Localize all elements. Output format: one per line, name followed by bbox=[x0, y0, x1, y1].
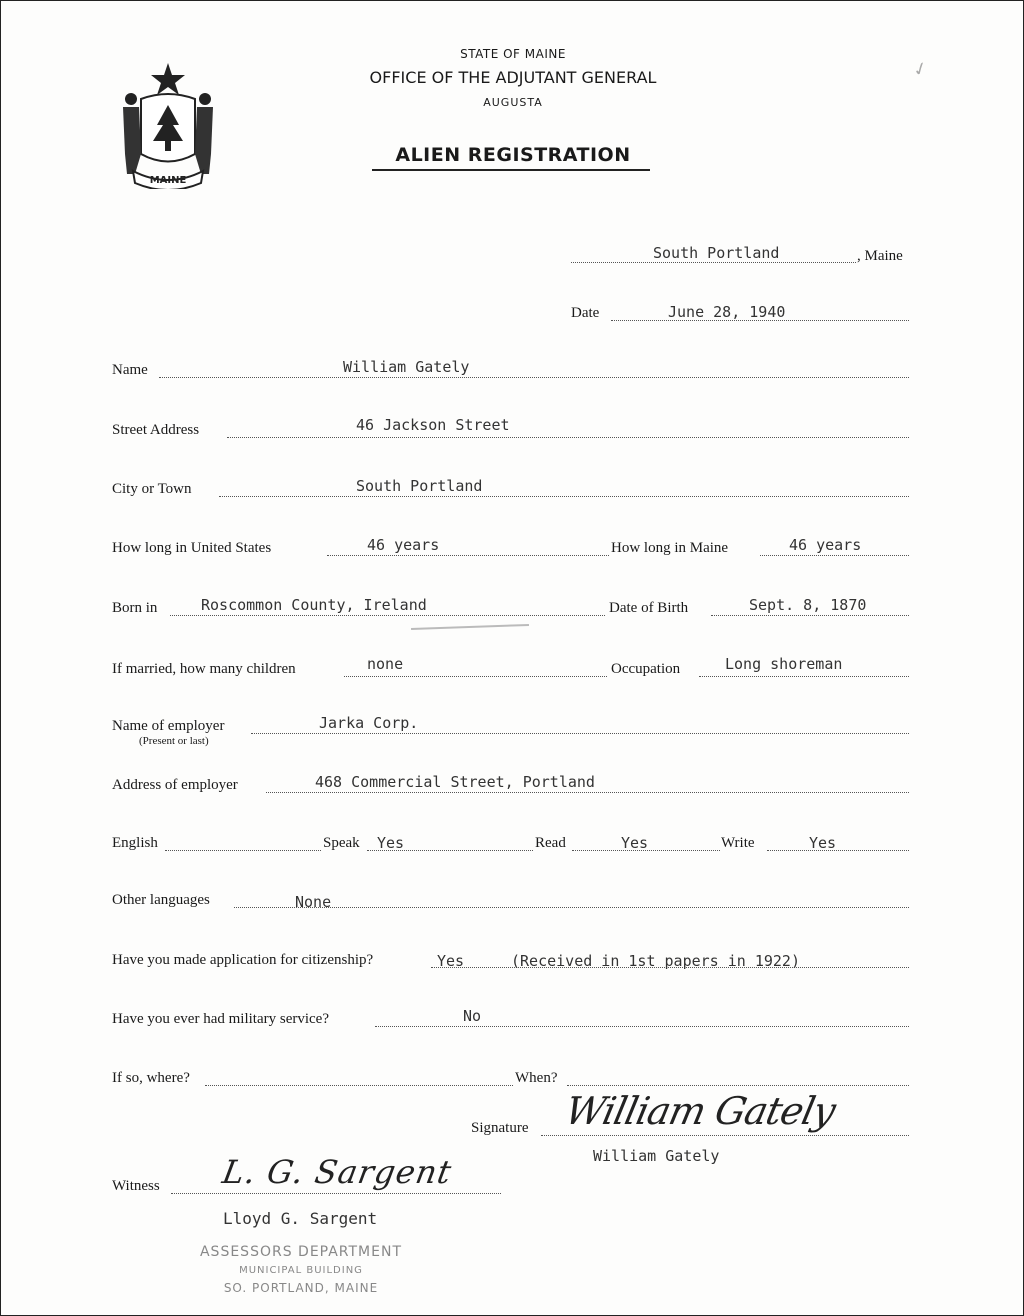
how-long-us-line bbox=[327, 555, 609, 556]
maine-state-seal-icon bbox=[113, 59, 223, 189]
date-value: June 28, 1940 bbox=[668, 303, 786, 321]
write-label: Write bbox=[721, 835, 755, 851]
children-value: none bbox=[367, 655, 404, 673]
born-in-value: Roscommon County, Ireland bbox=[201, 596, 427, 614]
title-underline bbox=[372, 169, 650, 171]
witness-label: Witness bbox=[112, 1178, 160, 1194]
born-in-label: Born in bbox=[112, 600, 158, 616]
document-title: ALIEN REGISTRATION bbox=[395, 144, 631, 166]
office-heading: OFFICE OF THE ADJUTANT GENERAL bbox=[369, 68, 657, 87]
employer-address-line bbox=[266, 792, 909, 793]
signature-label: Signature bbox=[471, 1120, 529, 1136]
citizenship-note: (Received in 1st papers in 1922) bbox=[511, 952, 800, 970]
signature-line bbox=[541, 1135, 909, 1136]
citizenship-label: Have you made application for citizenship? bbox=[112, 952, 374, 968]
military-value: No bbox=[463, 1007, 482, 1025]
place-line bbox=[571, 262, 856, 263]
seal-banner-text: MAINE bbox=[149, 175, 187, 186]
name-label: Name bbox=[112, 362, 148, 378]
name-line bbox=[159, 377, 909, 378]
speak-label: Speak bbox=[323, 835, 360, 851]
when-label: When? bbox=[515, 1070, 558, 1086]
other-languages-value: None bbox=[295, 893, 332, 911]
english-label: English bbox=[112, 835, 158, 851]
place-suffix: , Maine bbox=[857, 248, 903, 264]
employer-address-value: 468 Commercial Street, Portland bbox=[315, 773, 595, 791]
english-line bbox=[165, 850, 321, 851]
date-of-birth-label: Date of Birth bbox=[609, 600, 689, 616]
name-value: William Gately bbox=[343, 358, 470, 376]
employer-label: Name of employer bbox=[112, 718, 225, 734]
how-long-maine-line bbox=[760, 555, 909, 556]
military-label: Have you ever had military service? bbox=[112, 1011, 329, 1027]
how-long-maine-label: How long in Maine bbox=[611, 540, 729, 556]
children-line bbox=[344, 676, 607, 677]
where-line bbox=[205, 1085, 513, 1086]
read-value: Yes bbox=[621, 834, 649, 852]
how-long-maine-value: 46 years bbox=[789, 536, 862, 554]
employer-line bbox=[251, 733, 909, 734]
city-label: City or Town bbox=[112, 481, 192, 497]
employer-address-label: Address of employer bbox=[112, 777, 238, 793]
where-label: If so, where? bbox=[112, 1070, 190, 1086]
other-languages-label: Other languages bbox=[112, 892, 210, 908]
street-address-line bbox=[227, 437, 909, 438]
other-languages-line bbox=[234, 907, 909, 908]
city-value: South Portland bbox=[356, 477, 483, 495]
signature-typed: William Gately bbox=[593, 1147, 720, 1165]
city-heading: AUGUSTA bbox=[483, 96, 543, 109]
children-label: If married, how many children bbox=[112, 661, 296, 677]
date-of-birth-line bbox=[711, 615, 909, 616]
write-value: Yes bbox=[809, 834, 837, 852]
read-label: Read bbox=[535, 835, 566, 851]
employer-sublabel: (Present or last) bbox=[139, 735, 209, 747]
stamp-line-2: MUNICIPAL BUILDING bbox=[239, 1265, 363, 1276]
place-value: South Portland bbox=[653, 244, 780, 262]
speak-value: Yes bbox=[377, 834, 405, 852]
witness-handwritten: L. G. Sargent bbox=[219, 1153, 455, 1191]
how-long-us-value: 46 years bbox=[367, 536, 440, 554]
born-in-line bbox=[170, 615, 605, 616]
occupation-value: Long shoreman bbox=[725, 655, 843, 673]
how-long-us-label: How long in United States bbox=[112, 540, 272, 556]
witness-typed: Lloyd G. Sargent bbox=[223, 1209, 378, 1228]
employer-value: Jarka Corp. bbox=[319, 714, 419, 732]
military-line bbox=[375, 1026, 909, 1027]
witness-line bbox=[171, 1193, 501, 1194]
signature-handwritten: William Gately bbox=[561, 1089, 839, 1133]
occupation-label: Occupation bbox=[611, 661, 681, 677]
check-mark-icon: ✓ bbox=[909, 57, 931, 82]
street-address-value: 46 Jackson Street bbox=[356, 416, 510, 434]
street-address-label: Street Address bbox=[112, 422, 200, 438]
citizenship-value: Yes bbox=[437, 952, 465, 970]
write-line bbox=[767, 850, 909, 851]
date-label: Date bbox=[571, 305, 600, 321]
stamp-line-1: ASSESSORS DEPARTMENT bbox=[199, 1244, 402, 1260]
occupation-line bbox=[699, 676, 909, 677]
when-line bbox=[567, 1085, 909, 1086]
state-heading: STATE OF MAINE bbox=[460, 47, 566, 61]
city-line bbox=[219, 496, 909, 497]
pencil-mark bbox=[411, 624, 529, 630]
date-of-birth-value: Sept. 8, 1870 bbox=[749, 596, 867, 614]
stamp-line-3: SO. PORTLAND, MAINE bbox=[223, 1281, 379, 1295]
